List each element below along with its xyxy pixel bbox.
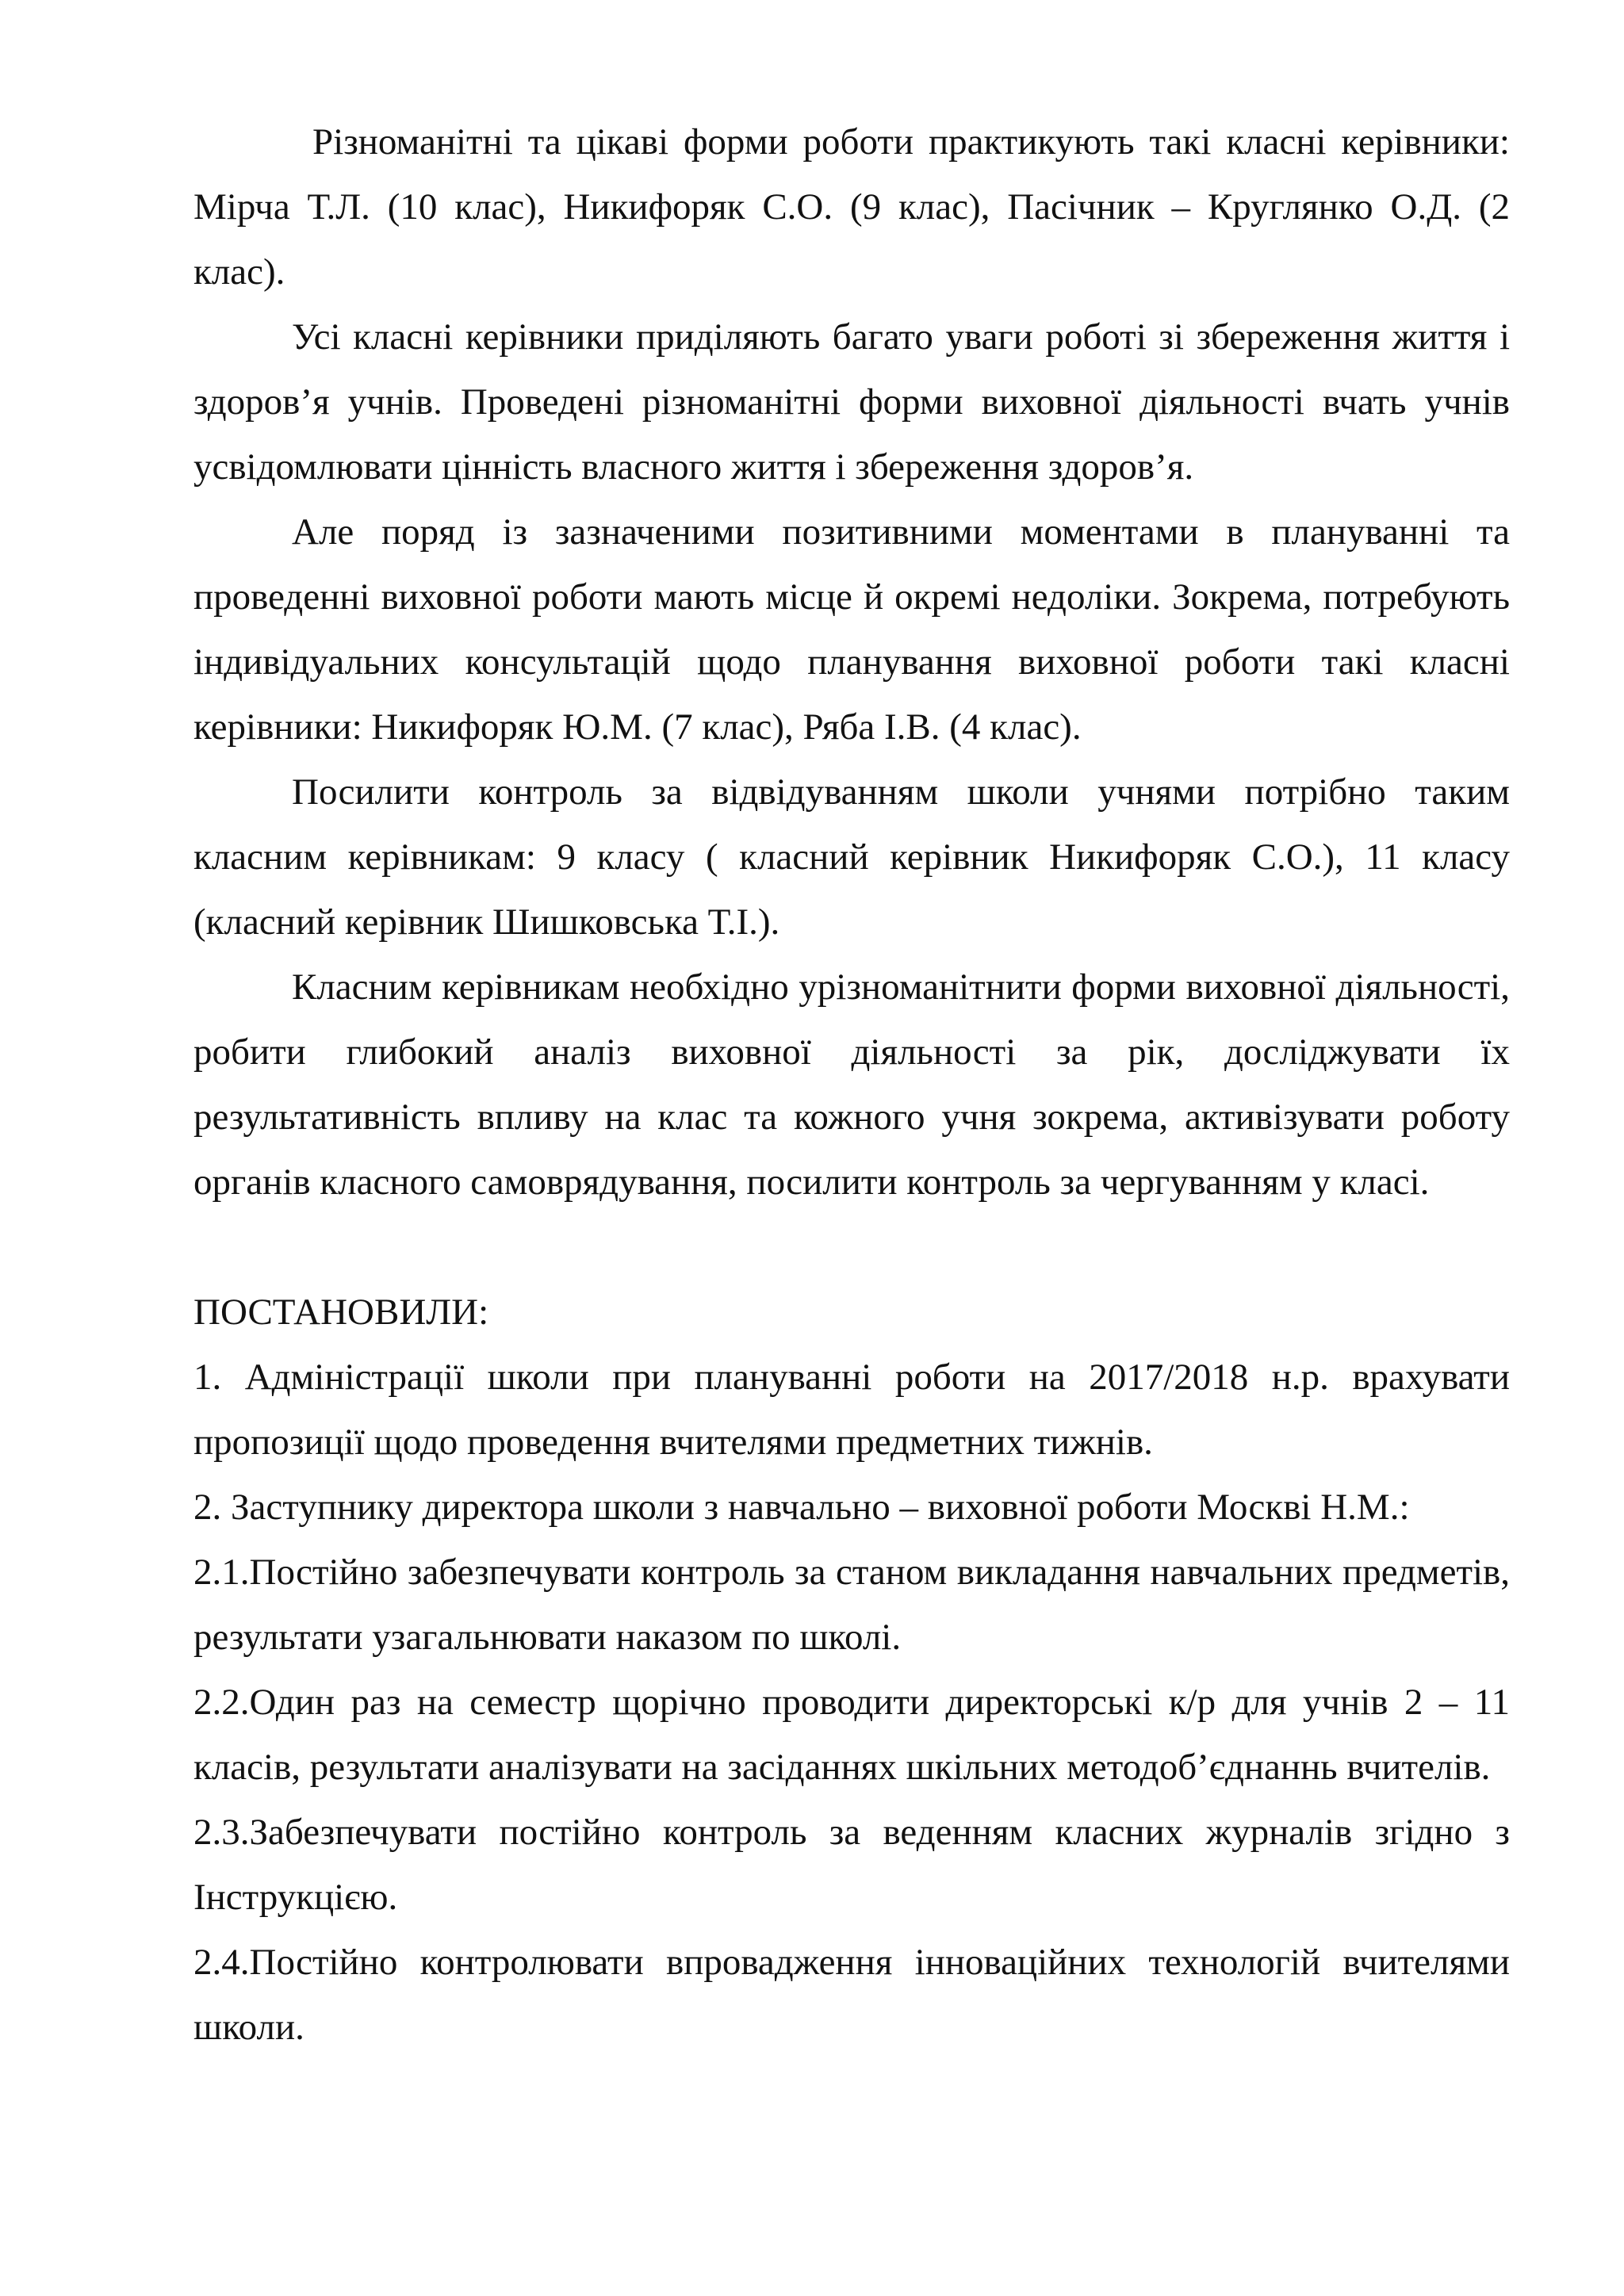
paragraph-shortcomings: Але поряд із зазначеними позитивними моментами в плануванні та проведенні виховної роботи мають місце й окремі недоліки. Зокрема, потребують індивідуальних консультацій щодо планування виховної роботи такі класні керівники: Никифоряк Ю.М. (7 клас), Ряба І.В. (4 клас). — [193, 511, 1510, 748]
resolution-item-1: 1. Адміністрації школи при плануванні роботи на 2017/2018 н.р. врахувати пропозиції щодо проведення вчителями предметних тижнів. — [193, 1357, 1510, 1463]
paragraph-class-teachers-forms: Різноманітні та цікаві форми роботи практикують такі класні керівники: Мірча Т.Л. (10 клас), Никифоряк С.О. (9 клас), Пасічник – Круглянко О.Д. (2 клас). — [193, 121, 1510, 293]
resolution-item-2: 2. Заступнику директора школи з навчально – виховної роботи Москві Н.М.: — [193, 1487, 1410, 1528]
resolution-item-2-1: 2.1.Постійно забезпечувати контроль за станом викладання навчальних предметів, результати узагальнювати наказом по школі. — [193, 1552, 1510, 1658]
paragraph-attendance-control: Посилити контроль за відвідуванням школи учнями потрібно таким класним керівникам: 9 класу ( класний керівник Никифоряк С.О.), 11 класу (класний керівник Шишковська Т.І.). — [193, 771, 1510, 943]
paragraph-recommendations: Класним керівникам необхідно урізноманітнити форми виховної діяльності, робити глибокий аналіз виховної діяльності за рік, досліджувати їх результативність впливу на клас та кожного учня зокрема, активізувати роботу органів класного самоврядування, посилити контроль за чергуванням у класі. — [193, 966, 1510, 1203]
resolution-heading: ПОСТАНОВИЛИ: — [193, 1292, 489, 1333]
paragraph-life-health: Усі класні керівники приділяють багато уваги роботі зі збереження життя і здоров’я учнів. Проведені різноманітні форми виховної діяльності вчать учнів усвідомлювати цінність власного життя і збереження здоров’я. — [193, 316, 1510, 488]
resolution-item-2-4: 2.4.Постійно контролювати впровадження інноваційних технологій вчителями школи. — [193, 1942, 1510, 2048]
document-body — [193, 109, 1510, 2060]
section-spacer — [193, 1215, 1510, 1280]
resolution-item-2-2: 2.2.Один раз на семестр щорічно проводити директорські к/р для учнів 2 – 11 класів, результати аналізувати на засіданнях шкільних методоб’єднаннь вчителів. — [193, 1682, 1510, 1788]
resolution-item-2-3: 2.3.Забезпечувати постійно контроль за веденням класних журналів згідно з Інструкцією. — [193, 1812, 1510, 1918]
